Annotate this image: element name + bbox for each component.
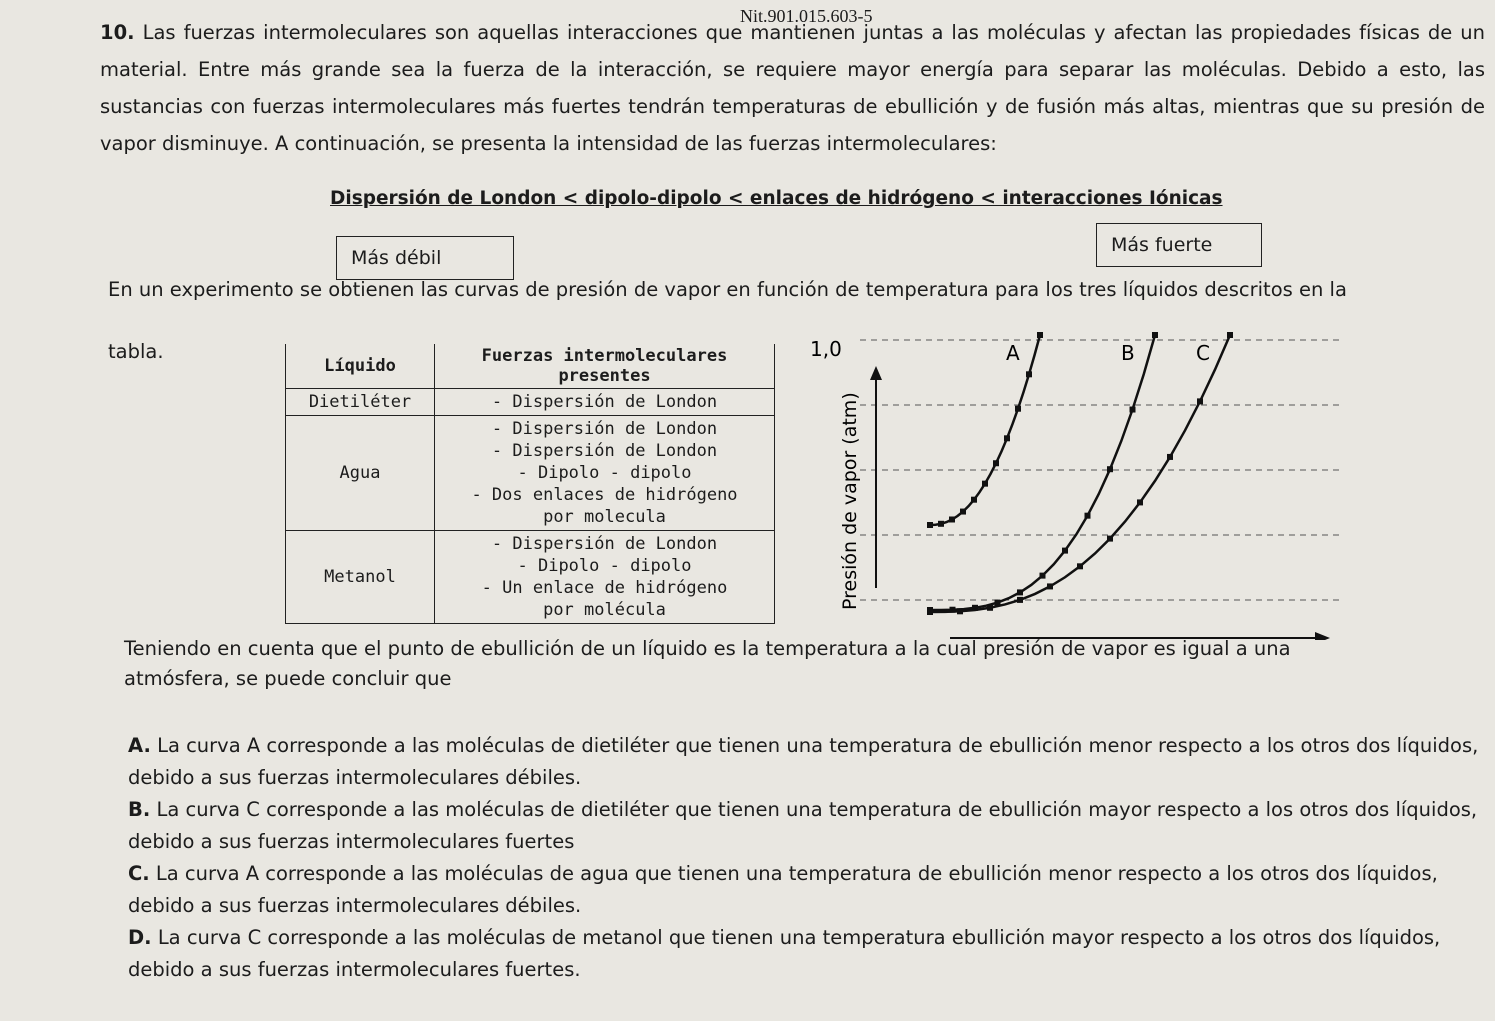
- header-forces: Fuerzas intermoleculares presentes: [435, 344, 775, 389]
- grid: [860, 340, 1340, 600]
- force-item: - Dipolo - dipolo: [517, 463, 692, 483]
- option-d[interactable]: [128, 922, 1488, 986]
- curve-marker: [1017, 589, 1023, 595]
- curve-label: B: [1121, 341, 1135, 365]
- y-tick-label: 1,0: [810, 337, 842, 361]
- curve-marker: [1017, 597, 1023, 603]
- force-item: - Un enlace de hidrógeno: [481, 578, 728, 598]
- intro-text: Las fuerzas intermoleculares son aquellas interacciones que mantienen juntas a las moléculas y afectan las propiedades físicas de un material. Entre más grande sea la fuerza de la interacción, se requiere mayor energía para separar las moléculas. Debido a esto, las sustancias con fuerzas intermoleculares más fuertes tendrán temperaturas de ebullición y de fusión más altas, mientras que su presión de vapor disminuye. A continuación, se presenta la intensidad de las fuerzas intermoleculares:: [100, 21, 1485, 155]
- table-row: [286, 389, 775, 416]
- curve-marker: [949, 516, 955, 522]
- option-text: La curva C corresponde a las moléculas de dietiléter que tienen una temperatura de ebullición mayor respecto a los otros dos líquidos, debido a sus fuerzas intermoleculares fuertes: [128, 798, 1478, 853]
- force-item: - Dispersión de London: [491, 534, 718, 554]
- curve-marker: [1167, 454, 1173, 460]
- strong-label-box: Más fuerte: [1096, 223, 1262, 267]
- forces-cell: [435, 531, 775, 624]
- option-text: La curva A corresponde a las moléculas de agua que tienen una temperatura de ebullición menor respecto a los otros dos líquidos, debido a sus fuerzas intermoleculares débiles.: [128, 862, 1438, 917]
- curve-marker: [1004, 435, 1010, 441]
- curve-marker: [971, 497, 977, 503]
- curve-marker: [1197, 398, 1203, 404]
- liquid-name: Metanol: [286, 531, 435, 624]
- table-row: [286, 416, 775, 531]
- curve-marker: [1047, 583, 1053, 589]
- force-item: por molécula: [543, 600, 666, 620]
- answer-options: [128, 730, 1488, 986]
- nit-header: Nit.901.015.603-5: [740, 6, 873, 26]
- y-axis-arrowhead: [870, 366, 882, 380]
- curve-marker: [1026, 371, 1032, 377]
- liquids-table: [285, 344, 775, 624]
- prompt-line-1: Teniendo en cuenta que el punto de ebullición de un líquido es la temperatura a la cual presión de vapor es igual a una: [124, 637, 1291, 660]
- force-scale: Dispersión de London < dipolo-dipolo < enlaces de hidrógeno < interacciones Iónicas: [330, 188, 1223, 209]
- question-prompt: [124, 634, 1484, 694]
- experiment-text: En un experimento se obtienen las curvas de presión de vapor en función de temperatura para los tres líquidos descritos en la: [108, 278, 1347, 301]
- curves-group: [927, 332, 1233, 615]
- curve-marker: [1085, 513, 1091, 519]
- weak-label-box: Más débil: [336, 236, 514, 280]
- option-text: La curva A corresponde a las moléculas de dietiléter que tienen una temperatura de ebullición menor respecto a los otros dos líquidos, debido a sus fuerzas intermoleculares débiles.: [128, 734, 1479, 789]
- liquid-name: Agua: [286, 416, 435, 531]
- curve-c: [930, 335, 1230, 612]
- curve-marker: [1152, 332, 1158, 338]
- curve-b: [930, 335, 1155, 610]
- curve-label: C: [1196, 341, 1210, 365]
- force-item: - Dipolo - dipolo: [517, 556, 692, 576]
- curve-marker: [927, 522, 933, 528]
- table-row: [286, 531, 775, 624]
- curve-marker: [927, 609, 933, 615]
- curve-marker: [1062, 548, 1068, 554]
- curve-marker: [1040, 573, 1046, 579]
- forces-cell: [435, 389, 775, 416]
- curve-marker: [1077, 563, 1083, 569]
- force-item: por molecula: [543, 507, 666, 527]
- curve-marker: [1037, 332, 1043, 338]
- curve-a: [930, 335, 1040, 525]
- option-letter: A.: [128, 734, 151, 757]
- curve-label: A: [1006, 341, 1020, 365]
- curve-marker: [1130, 407, 1136, 413]
- option-letter: C.: [128, 862, 150, 885]
- curve-marker: [960, 509, 966, 515]
- curve-marker: [1227, 332, 1233, 338]
- curve-marker: [1015, 406, 1021, 412]
- option-b[interactable]: [128, 794, 1488, 858]
- option-a[interactable]: [128, 730, 1488, 794]
- option-letter: B.: [128, 798, 151, 821]
- force-item: - Dispersión de London: [491, 392, 718, 412]
- question-intro: [100, 14, 1485, 162]
- force-item: - Dispersión de London: [491, 441, 718, 461]
- curve-marker: [938, 521, 944, 527]
- option-letter: D.: [128, 926, 152, 949]
- forces-cell: [435, 416, 775, 531]
- table-header-row: [286, 344, 775, 389]
- curve-marker: [1107, 536, 1113, 542]
- header-liquid: Líquido: [286, 344, 435, 389]
- vapor-pressure-chart: [800, 320, 1340, 640]
- force-item: - Dos enlaces de hidrógeno: [471, 485, 738, 505]
- curve-marker: [1137, 499, 1143, 505]
- curve-marker: [957, 608, 963, 614]
- option-c[interactable]: [128, 858, 1488, 922]
- curve-marker: [982, 481, 988, 487]
- force-item: - Dispersión de London: [491, 419, 718, 439]
- curve-marker: [987, 605, 993, 611]
- y-axis-label: Presión de vapor (atm): [839, 392, 861, 610]
- experiment-text-end: tabla.: [108, 340, 164, 363]
- curve-marker: [993, 460, 999, 466]
- option-text: La curva C corresponde a las moléculas de metanol que tienen una temperatura ebullición mayor respecto a los otros dos líquidos, debido a sus fuerzas intermoleculares fuertes.: [128, 926, 1441, 981]
- curve-marker: [1107, 466, 1113, 472]
- question-number: 10.: [100, 21, 135, 44]
- liquid-name: Dietiléter: [286, 389, 435, 416]
- prompt-line-2: atmósfera, se puede concluir que: [124, 667, 452, 690]
